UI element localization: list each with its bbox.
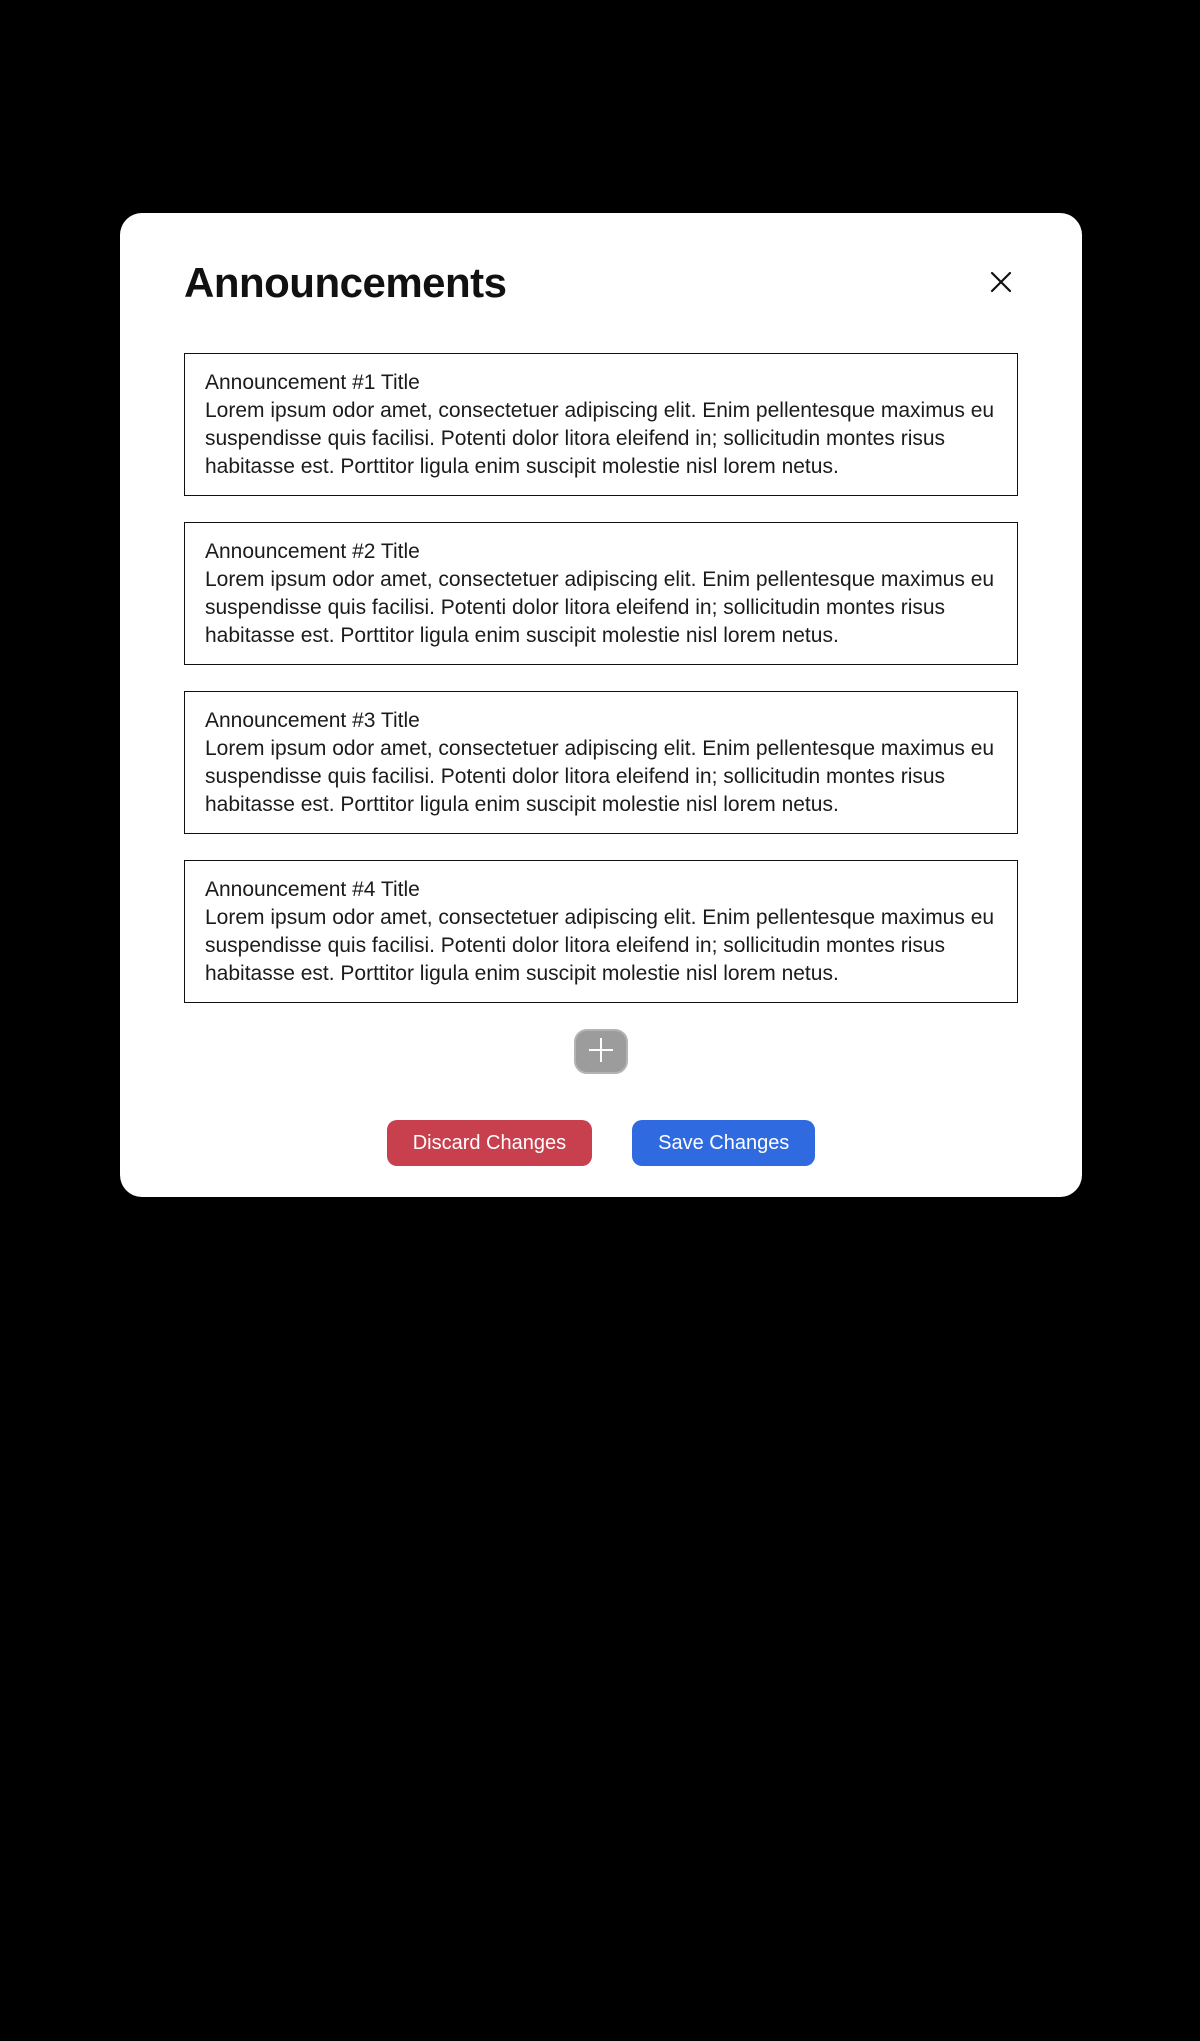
announcement-card[interactable]: [184, 691, 1018, 834]
announcement-body: Lorem ipsum odor amet, consectetuer adipiscing elit. Enim pellentesque maximus eu suspendisse quis facilisi. Potenti dolor litora eleifend in; sollicitudin montes risus habitasse est. Porttitor ligula enim suscipit molestie nisl lorem netus.: [205, 737, 995, 816]
close-icon: [989, 270, 1013, 297]
announcement-card[interactable]: [184, 353, 1018, 496]
modal-actions: [184, 1120, 1018, 1166]
announcement-card[interactable]: [184, 860, 1018, 1003]
save-changes-button[interactable]: Save Changes: [632, 1120, 815, 1166]
announcement-card[interactable]: [184, 522, 1018, 665]
plus-icon: [586, 1035, 616, 1068]
announcements-modal: [120, 213, 1082, 1197]
announcement-list: [184, 353, 1018, 1003]
announcement-title: Announcement #4 Title: [205, 878, 420, 901]
discard-changes-button[interactable]: Discard Changes: [387, 1120, 592, 1166]
modal-title: Announcements: [184, 259, 507, 306]
modal-header: [184, 213, 1018, 307]
close-button[interactable]: [984, 266, 1018, 300]
announcement-title: Announcement #3 Title: [205, 709, 420, 732]
announcement-title: Announcement #2 Title: [205, 540, 420, 563]
add-announcement-button[interactable]: [574, 1029, 628, 1074]
announcement-body: Lorem ipsum odor amet, consectetuer adipiscing elit. Enim pellentesque maximus eu suspendisse quis facilisi. Potenti dolor litora eleifend in; sollicitudin montes risus habitasse est. Porttitor ligula enim suscipit molestie nisl lorem netus.: [205, 399, 995, 478]
announcement-title: Announcement #1 Title: [205, 371, 420, 394]
add-announcement-row: [184, 1029, 1018, 1074]
announcement-body: Lorem ipsum odor amet, consectetuer adipiscing elit. Enim pellentesque maximus eu suspendisse quis facilisi. Potenti dolor litora eleifend in; sollicitudin montes risus habitasse est. Porttitor ligula enim suscipit molestie nisl lorem netus.: [205, 568, 995, 647]
announcement-body: Lorem ipsum odor amet, consectetuer adipiscing elit. Enim pellentesque maximus eu suspendisse quis facilisi. Potenti dolor litora eleifend in; sollicitudin montes risus habitasse est. Porttitor ligula enim suscipit molestie nisl lorem netus.: [205, 906, 995, 985]
